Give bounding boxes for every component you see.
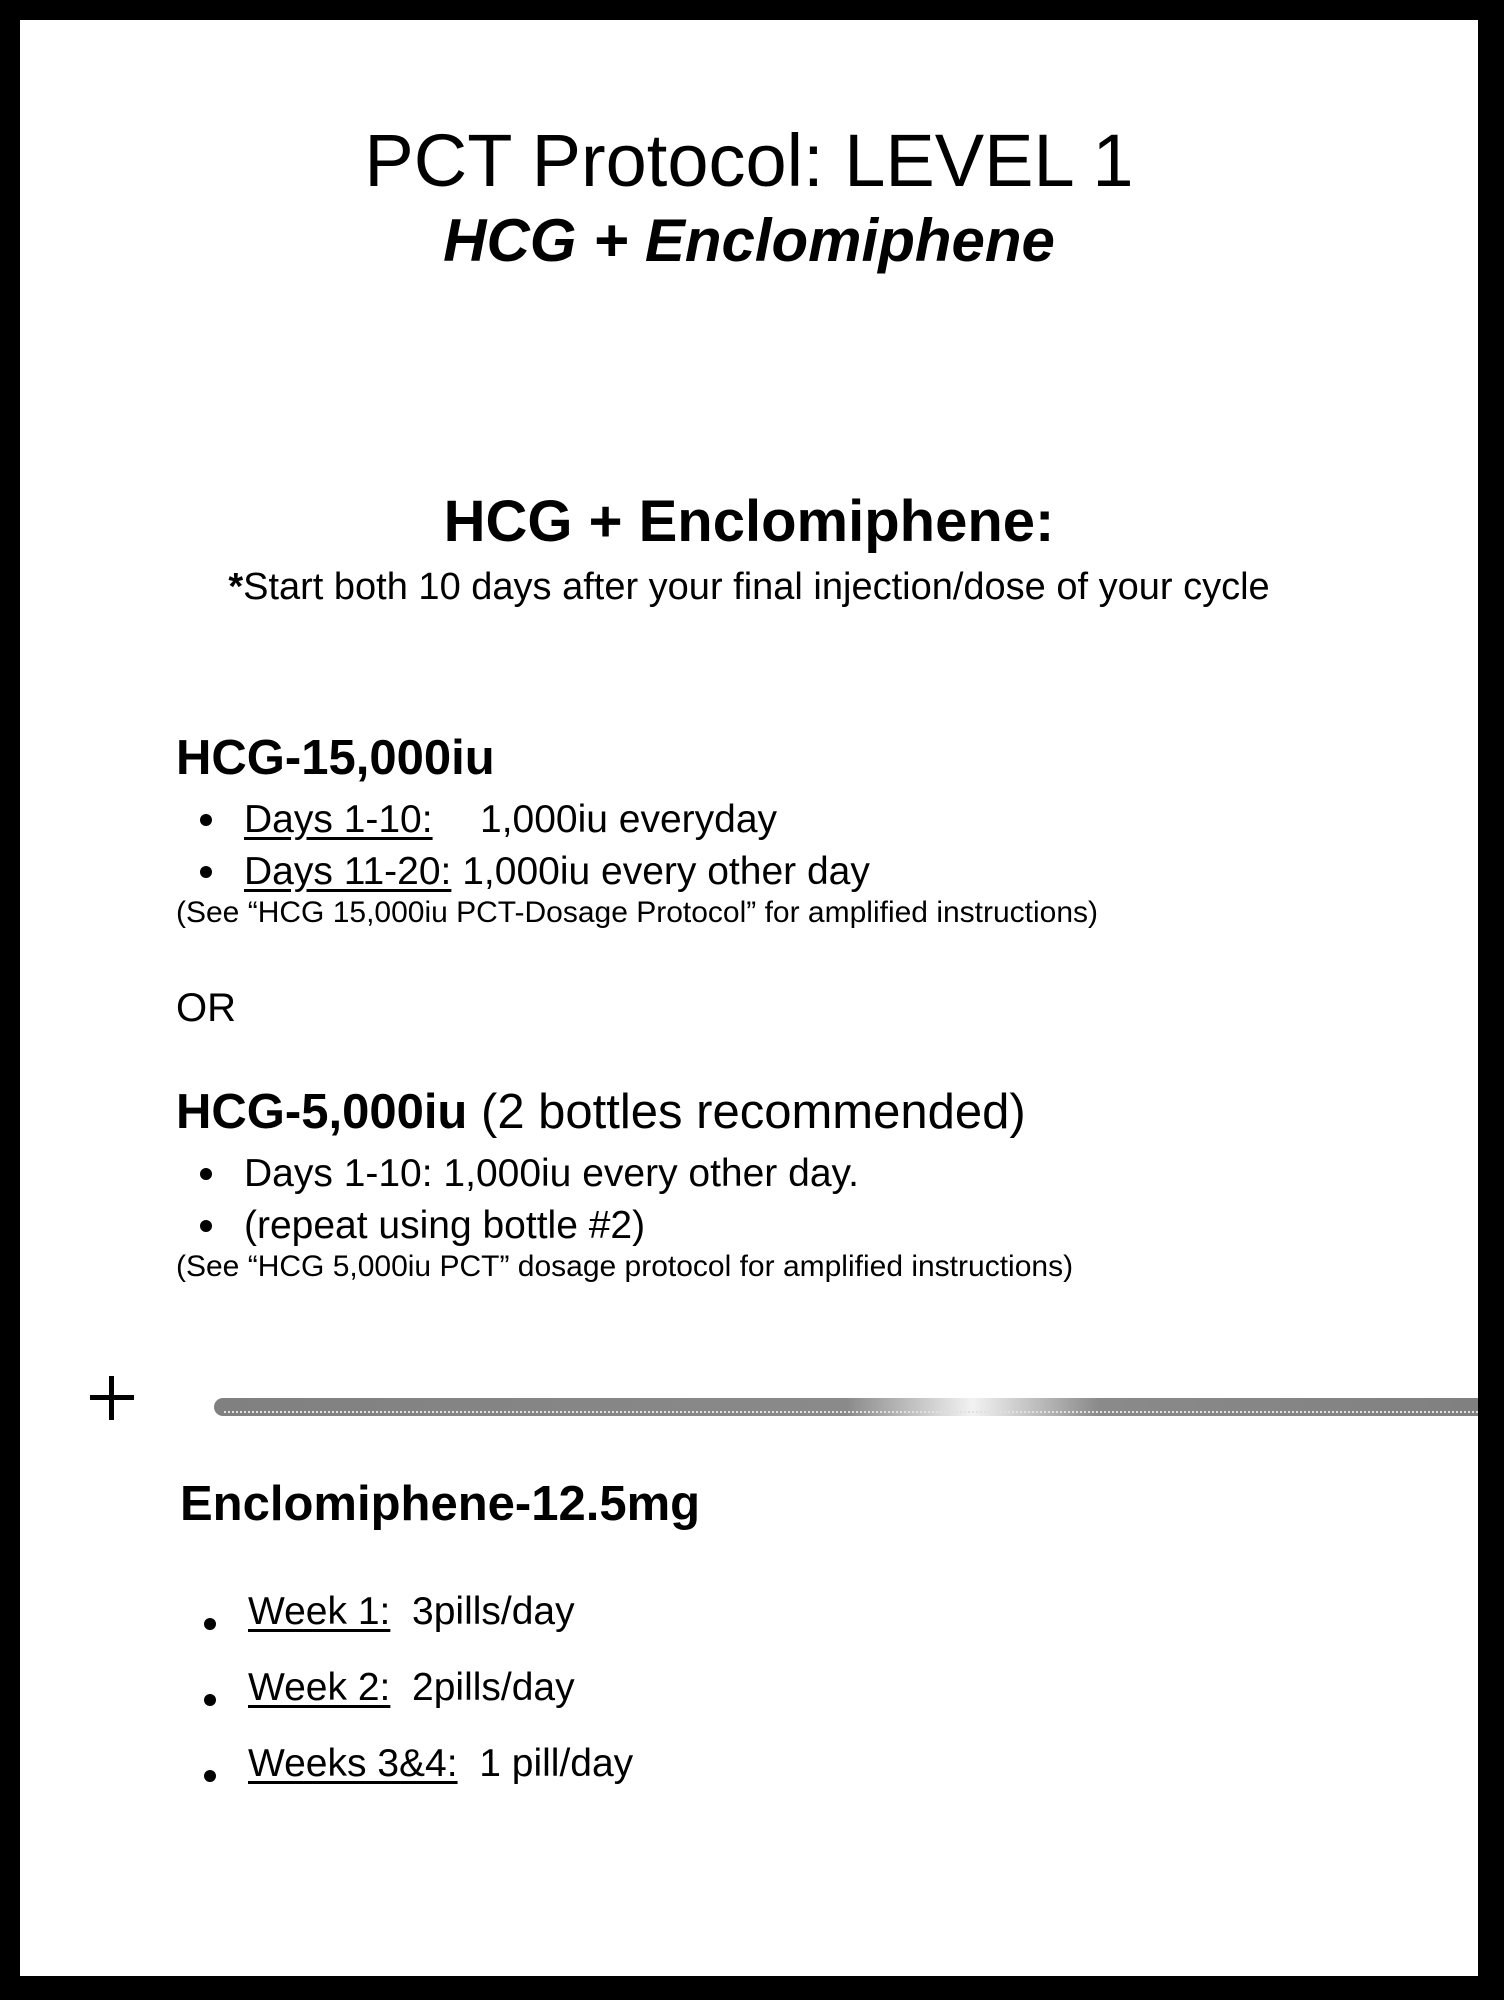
- list-item: Days 1-10: 1,000iu every other day.: [176, 1148, 859, 1200]
- hcg-15000-list: [176, 794, 870, 898]
- section-heading: HCG + Enclomiphene:: [443, 489, 1055, 554]
- list-item: [176, 846, 870, 898]
- item-label: Week 1:: [248, 1590, 391, 1633]
- item-value: 1,000iu every other day: [462, 850, 870, 893]
- page-subtitle: HCG + Enclomiphene: [443, 207, 1055, 274]
- item-label: Days 11-20:: [244, 850, 452, 893]
- item-value: 1,000iu everyday: [480, 798, 778, 841]
- or-separator-text: OR: [176, 986, 236, 1030]
- hcg-15000-title: HCG-15,000iu: [176, 731, 495, 785]
- item-label: Weeks 3&4:: [248, 1742, 458, 1785]
- list-item: [180, 1738, 633, 1814]
- hcg-5000-title-suffix: (2 bottles recommended): [481, 1085, 1026, 1139]
- section-note: [20, 566, 1478, 609]
- item-value: 2pills/day: [412, 1666, 575, 1709]
- hcg-5000-note: (See “HCG 5,000iu PCT” dosage protocol for amplified instructions): [176, 1250, 1074, 1283]
- plus-icon: [90, 1376, 134, 1420]
- enclomiphene-list: [180, 1586, 633, 1814]
- hcg-5000-title: [176, 1084, 1026, 1140]
- hcg-5000-title-main: HCG-5,000iu: [176, 1085, 468, 1139]
- list-item: [176, 794, 870, 846]
- section-divider: [214, 1398, 1478, 1416]
- list-item: (repeat using bottle #2): [176, 1200, 859, 1252]
- hcg-5000-list: [176, 1148, 859, 1252]
- hcg-15000-note: (See “HCG 15,000iu PCT-Dosage Protocol” for amplified instructions): [176, 896, 1099, 929]
- item-label: Days 1-10:: [244, 798, 433, 841]
- item-value: 3pills/day: [412, 1590, 575, 1633]
- page-title: PCT Protocol: LEVEL 1: [364, 119, 1134, 202]
- list-item: [180, 1586, 633, 1662]
- item-value: 1 pill/day: [479, 1742, 634, 1785]
- note-text: Start both 10 days after your final injection/dose of your cycle: [243, 566, 1270, 608]
- enclomiphene-title: Enclomiphene-12.5mg: [180, 1477, 701, 1531]
- note-asterisk: *: [228, 566, 244, 608]
- document-page: [20, 20, 1478, 1976]
- list-item: [180, 1662, 633, 1738]
- item-label: Week 2:: [248, 1666, 391, 1709]
